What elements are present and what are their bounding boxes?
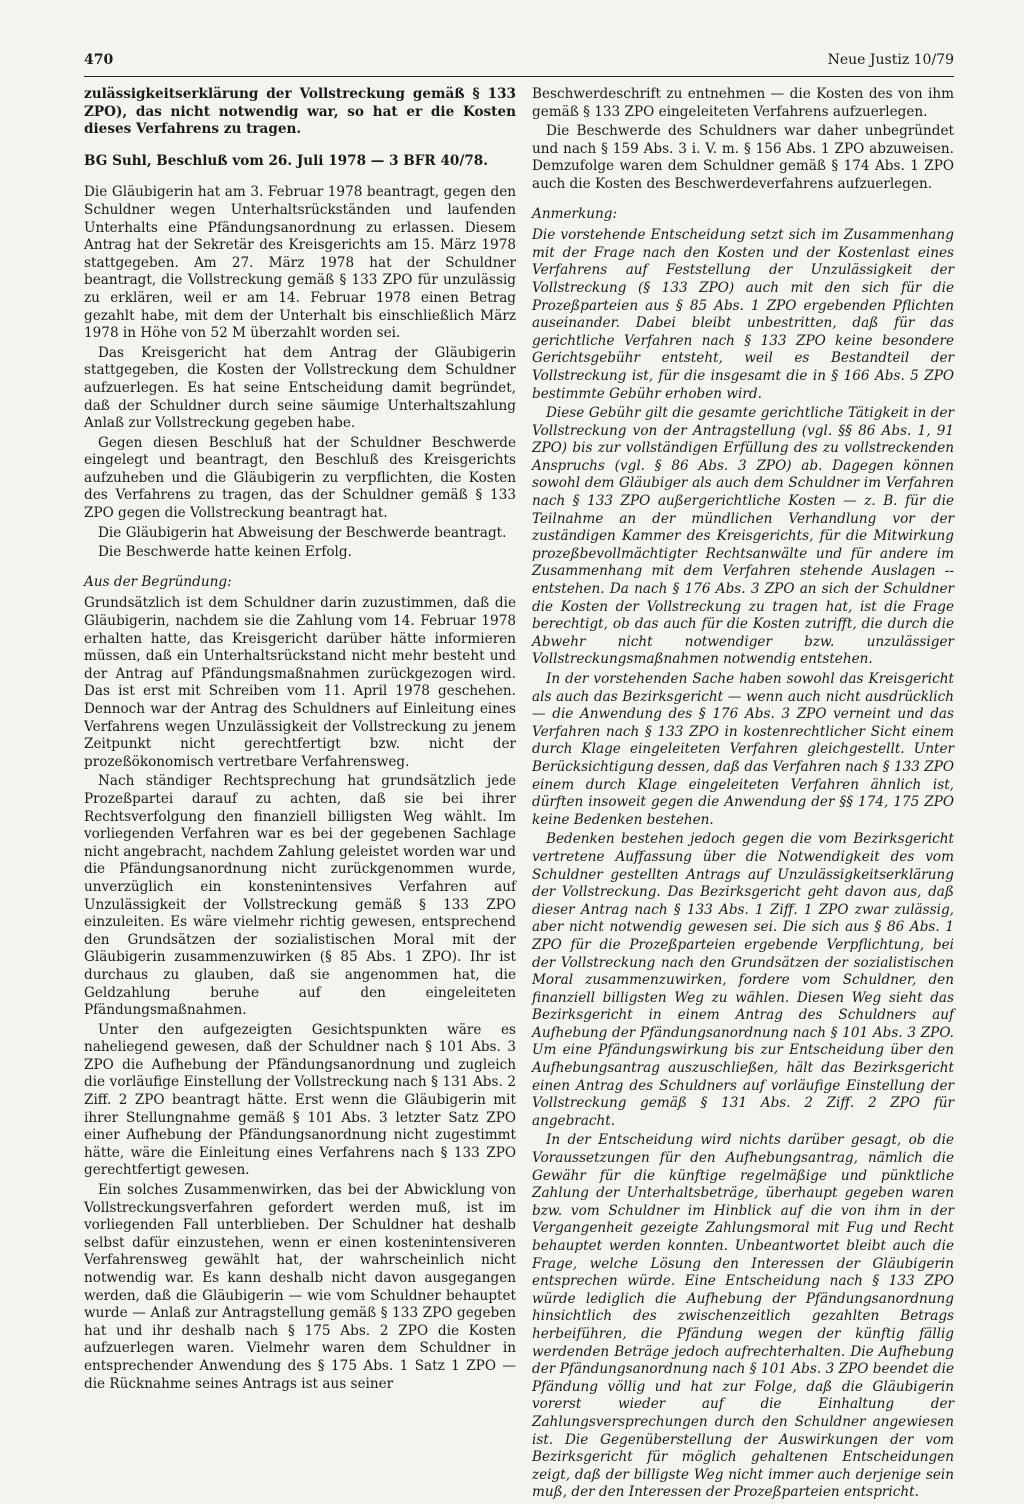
facts-paragraph: Gegen diesen Beschluß hat der Schuldner Beschwerde eingelegt und beantragt, den Beschluß des Kreisgerichts aufzuheben und die Gläubigerin zu verpflichten, die Kosten des Verfahrens zu tragen, das der Schuldner gemäß § 133 ZPO gegen die Vollstreckung beantragt hat. (84, 434, 516, 522)
journal-issue: Neue Justiz 10/79 (827, 52, 954, 68)
reasons-continuation: Beschwerdeschrift zu entnehmen — die Kosten des von ihm gemäß § 133 ZPO eingeleiteten Verfahrens aufzuerlegen. (532, 86, 954, 120)
remarks-paragraph: Diese Gebühr gilt die gesamte gerichtliche Tätigkeit in der Vollstreckung von der Antragstellung (vgl. §§ 86 Abs. 1, 91 ZPO) bis zur vollständigen Erfüllung des zu vollstreckenden Anspruchs (vgl. § 86 Abs. 3 ZPO) ab. Dagegen können sowohl dem Gläubiger als auch dem Schuldner im Verfahren nach § 133 ZPO außergerichtliche Kosten — z. B. für die Teilnahme an der mündlichen Verhandlung vor der zuständigen Kammer des Kreisgerichts, für die Mitwirkung prozeßbevollmächtigter Rechtsanwälte und für andere im Zusammenhang mit dem Verfahren stehende Auslagen -- entstehen. Da nach § 176 Abs. 3 ZPO an sich der Schuldner die Kosten der Vollstreckung zu tragen hat, ist die Frage berechtigt, ob das auch für die Kosten zutrifft, die durch die Abwehr nicht notwendiger bzw. unzulässiger Vollstreckungsmaßnahmen notwendig entstehen. (532, 405, 954, 668)
case-reference: BG Suhl, Beschluß vom 26. Juli 1978 — 3 BFR 40/78. (84, 152, 488, 169)
remarks-paragraph: In der Entscheidung wird nichts darüber gesagt, ob die Voraussetzungen für den Aufhebungsantrag, nämlich die Gewähr für die künftige regelmäßige und pünktliche Zahlung der Unterhaltsbeträge, überhaupt gegeben waren bzw. vom Schuldner im Hinblick auf die von ihm in der Vergangenheit gezeigte Zahlungsmoral mit Fug und Recht behauptet werden konnten. Unbeantwortet bleibt auch die Frage, welche Lösung den Interessen der Gläubigerin entsprechen würde. Eine Entscheidung nach § 133 ZPO würde lediglich die Aufhebung der Pfändungsanordnung hinsichtlich des zwischenzeitlich gezahlten Betrags herbeiführen, die Pfändung wegen der künftig fällig werdenden Beträge jedoch aufrechterhalten. Die Aufhebung der Pfändungsanordnung nach § 101 Abs. 3 ZPO beendet die Pfändung völlig und hat zur Folge, daß die Gläubigerin vorerst wieder auf die Einhaltung der Zahlungsversprechungen durch den Schuldner angewiesen ist. Die Gegenüberstellung der Auswirkungen der vom Bezirksgericht für möglich gehaltenen Entscheidungen zeigt, daß der billigste Weg nicht immer auch derjenige sein muß, der den Interessen der Prozeßparteien entspricht. (532, 1132, 954, 1501)
header-rule (84, 76, 954, 77)
remarks-heading: Anmerkung: (532, 205, 618, 222)
facts-paragraph: Das Kreisgericht hat dem Antrag der Gläubigerin stattgegeben, die Kosten der Vollstreckung dem Schuldner aufzuerlegen. Es hat seine Entscheidung damit begründet, daß der Schuldner durch seine säumige Unterhaltszahlung Anlaß zur Vollstreckung gegeben habe. (84, 344, 516, 432)
reasons-paragraph: Ein solches Zusammenwirken, das bei der Abwicklung von Vollstreckungsverfahren gefordert werden muß, ist im vorliegenden Fall unterblieben. Der Schuldner hat deshalb selbst dafür einzustehen, wenn er einen kostenintensiveren Verfahrensweg gewählt hat, der wahrscheinlich nicht notwendig war. Es kann deshalb nicht davon ausgegangen werden, daß die Gläubigerin — wie vom Schuldner behauptet wurde — Anlaß zur Antragstellung gemäß § 133 ZPO gegeben hat und ihr deshalb nach § 175 Abs. 2 ZPO die Kosten aufzuerlegen waren. Vielmehr waren dem Schuldner in entsprechender Anwendung des § 175 Abs. 1 Satz 1 ZPO — die Rücknahme seines Antrags ist aus seiner (84, 1182, 516, 1392)
facts-paragraph: Die Gläubigerin hat Abweisung der Beschwerde beantragt. (98, 524, 507, 541)
remarks-paragraph: Bedenken bestehen jedoch gegen die vom Bezirksgericht vertretene Auffassung über die Notwendigkeit des vom Schuldner gestellten Antrags auf Unzulässigkeitserklärung der Vollstreckung. Das Bezirksgericht geht davon aus, daß dieser Antrag nach § 133 Abs. 1 Ziff. 1 ZPO zwar zulässig, aber nicht notwendig gewesen sei. Die sich aus § 86 Abs. 1 ZPO für die Prozeßparteien ergebende Verpflichtung, bei der Vollstreckung nach den Grundsätzen der sozialistischen Moral zusammenzuwirken, fordere vom Schuldner, den finanziell billigsten Weg zu wählen. Diesen Weg sieht das Bezirksgericht in einem Antrag des Schuldners auf Aufhebung der Pfändungsanordnung nach § 101 Abs. 3 ZPO. Um eine Pfändungswirkung bis zur Entscheidung über den Aufhebungsantrag auszuschließen, hält das Bezirksgericht einen Antrag des Schuldners auf vorläufige Einstellung der Vollstreckung gemäß § 131 Abs. 2 Ziff. 2 ZPO für angebracht. (532, 831, 954, 1129)
page-header (84, 52, 954, 74)
facts-paragraph: Die Beschwerde hatte keinen Erfolg. (98, 544, 352, 561)
headnote-end: zulässigkeitserklärung der Vollstreckung gemäß § 133 ZPO), das nicht notwendig war, so hat er die Kosten dieses Verfahrens zu tragen. (84, 86, 516, 138)
facts-paragraph: Die Gläubigerin hat am 3. Februar 1978 beantragt, gegen den Schuldner wegen Unterhaltsrückständen und laufenden Unterhalts eine Pfändungsanordnung zu erlassen. Diesem Antrag hat der Sekretär des Kreisgerichts am 15. März 1978 stattgegeben. Am 27. März 1978 hat der Schuldner beantragt, die Vollstreckung gemäß § 133 ZPO für unzulässig zu erklären, weil er am 14. Februar 1978 einen Betrag gezahlt habe, mit dem der Unterhalt bis einschließlich März 1978 in Höhe von 52 M überzahlt worden sei. (84, 184, 516, 342)
left-column (84, 86, 516, 1395)
reasons-paragraph: Grundsätzlich ist dem Schuldner darin zuzustimmen, daß die Gläubigerin, nachdem sie die Zahlung vom 14. Februar 1978 erhalten hatte, das Kreisgericht darüber hätte informieren müssen, daß ein Unterhaltsrückstand nicht mehr besteht und der Antrag auf Pfändungsmaßnahmen zurückgezogen wird. Das ist erst mit Schreiben vom 11. April 1978 geschehen. Dennoch war der Antrag des Schuldners auf Einleitung eines Verfahrens wegen Unzulässigkeit der Vollstreckung zu jenem Zeitpunkt nicht gerechtfertigt bzw. nicht der prozeßökonomisch vertretbare Verfahrensweg. (84, 595, 516, 770)
remarks-paragraph: Die vorstehende Entscheidung setzt sich im Zusammenhang mit der Frage nach den Kosten und der Kostenlast eines Verfahrens auf Feststellung der Unzulässigkeit der Vollstreckung (§ 133 ZPO) auch mit den sich für die Prozeßparteien aus § 85 Abs. 1 ZPO ergebenden Pflichten auseinander. Dabei bleibt unbestritten, daß für das gerichtliche Verfahren nach § 133 ZPO keine besondere Gerichtsgebühr entsteht, weil es Bestandteil der Vollstreckung ist, für die insgesamt die in § 166 Abs. 5 ZPO bestimmte Gebühr erhoben wird. (532, 227, 954, 402)
page-number: 470 (84, 52, 114, 68)
right-column (532, 86, 954, 1504)
reasons-paragraph: Nach ständiger Rechtsprechung hat grundsätzlich jede Prozeßpartei darauf zu achten, daß sie bei ihrer Rechtsverfolgung den finanziell billigsten Weg wählt. Im vorliegenden Verfahren war es bei der gegebenen Sachlage nicht angebracht, nachdem Zahlung geleistet worden war und die Pfändungsanordnung nicht zurückgenommen wurde, unverzüglich ein konstenintensives Verfahren auf Unzulässigkeit der Vollstreckung gemäß § 133 ZPO einzuleiten. Es wäre vielmehr richtig gewesen, entsprechend den Grundsätzen der sozialistischen Moral mit der Gläubigerin zusammenzuwirken (§ 85 Abs. 1 ZPO). Ihr ist durchaus zu glauben, daß sie angenommen hat, die Geldzahlung beruhe auf den eingeleiteten Pfändungsmaßnahmen. (84, 773, 516, 1019)
reasons-conclusion: Die Beschwerde des Schuldners war daher unbegründet und nach § 159 Abs. 3 i. V. m. § 156 Abs. 1 ZPO abzuweisen. Demzufolge waren dem Schuldner gemäß § 174 Abs. 1 ZPO auch die Kosten des Beschwerdeverfahrens aufzuerlegen. (532, 123, 954, 192)
remarks-section (532, 227, 954, 1502)
reasons-heading: Aus der Begründung: (84, 573, 232, 590)
remarks-paragraph: In der vorstehenden Sache haben sowohl das Kreisgericht als auch das Bezirksgericht — wenn auch nicht ausdrücklich — die Anwendung des § 176 Abs. 3 ZPO verneint und das Verfahren nach § 133 ZPO in kostenrechtlicher Sicht einem durch Klage eingeleiteten Verfahren gleichgestellt. Unter Berücksichtigung dessen, daß das Verfahren nach § 133 ZPO einem durch Klage eingeleiteten Verfahren ähnlich ist, dürften insoweit gegen die Anwendung der §§ 174, 175 ZPO keine Bedenken bestehen. (532, 671, 954, 828)
reasons-paragraph: Unter den aufgezeigten Gesichtspunkten wäre es naheliegend gewesen, daß der Schuldner nach § 101 Abs. 3 ZPO die Aufhebung der Pfändungsanordnung und zugleich die vorläufige Einstellung der Vollstreckung nach § 131 Abs. 2 Ziff. 2 ZPO beantragt hätte. Erst wenn die Gläubigerin mit ihrer Stellungnahme gemäß § 101 Abs. 3 letzter Satz ZPO einer Aufhebung der Pfändungsanordnung nicht zugestimmt hätte, wäre die Einleitung eines Verfahrens nach § 133 ZPO gerechtfertigt gewesen. (84, 1021, 516, 1179)
